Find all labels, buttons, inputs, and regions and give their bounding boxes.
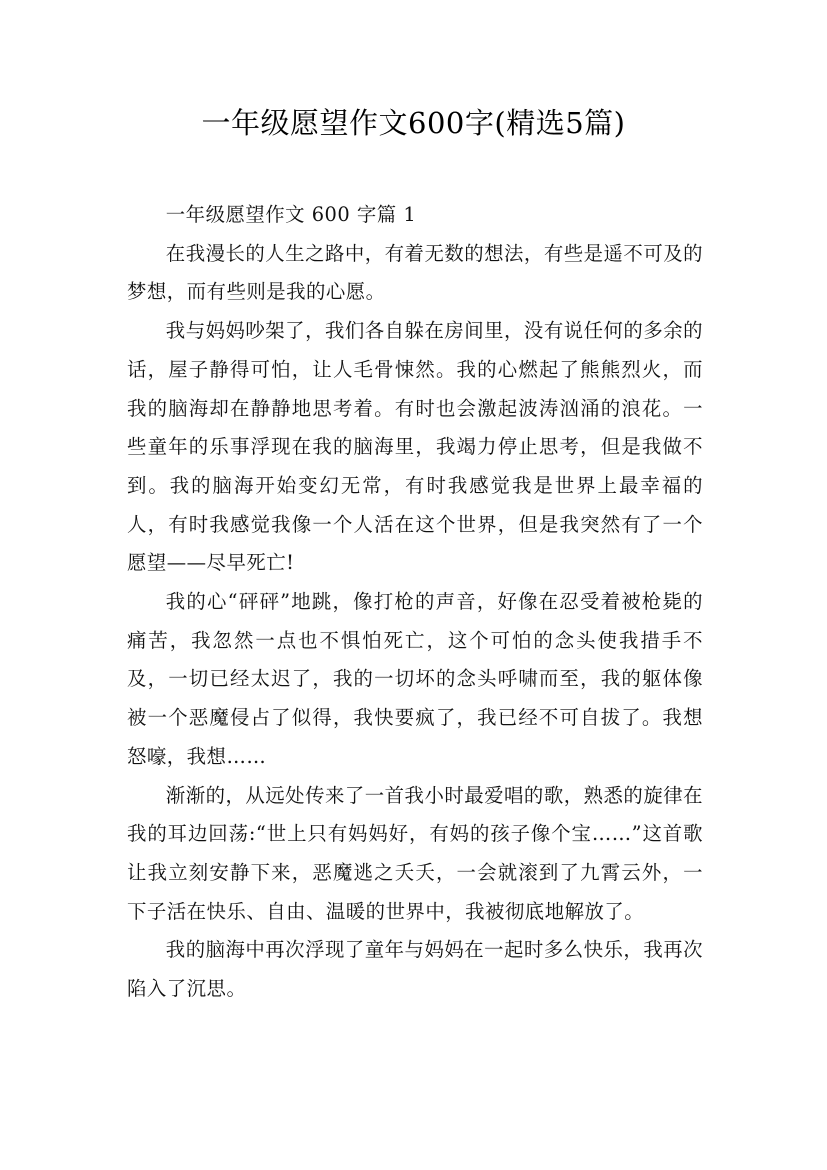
paragraph: 我与妈妈吵架了，我们各自躲在房间里，没有说任何的多余的话，屋子静得可怕，让人毛骨悚然。我的心燃起了熊熊烈火，而我的脑海却在静静地思考着。有时也会激起波涛汹涌的浪花。一些童年的乐事浮现在我的脑海里，我竭力停止思考，但是我做不到。我的脑海开始变幻无常，有时我感觉我是世界上最幸福的人，有时我感觉我像一个人活在这个世界，但是我突然有了一个愿望——尽早死亡! (127, 319, 703, 575)
paragraph: 渐渐的，从远处传来了一首我小时最爱唱的歌，熟悉的旋律在我的耳边回荡:“世上只有妈妈好，有妈的孩子像个宝……”这首歌让我立刻安静下来，恶魔逃之夭夭，一会就滚到了九霄云外，一下子活在快乐、自由、温暖的世界中，我被彻底地解放了。 (127, 783, 703, 923)
section-heading: 一年级愿望作文 600 字篇 1 (165, 203, 417, 226)
document-body (127, 196, 703, 1009)
paragraph: 在我漫长的人生之路中，有着无数的想法，有些是遥不可及的梦想，而有些则是我的心愿。 (127, 241, 703, 304)
document-title: 一年级愿望作文600字(精选5篇) (201, 106, 626, 140)
paragraph: 我的心“砰砰”地跳，像打枪的声音，好像在忍受着被枪毙的痛苦，我忽然一点也不惧怕死亡，这个可怕的念头使我措手不及，一切已经太迟了，我的一切坏的念头呼啸而至，我的躯体像被一个恶魔侵占了似得，我快要疯了，我已经不可自拔了。我想怒嚎，我想…… (127, 590, 703, 768)
paragraph: 我的脑海中再次浮现了童年与妈妈在一起时多么快乐，我再次陷入了沉思。 (127, 938, 703, 1001)
